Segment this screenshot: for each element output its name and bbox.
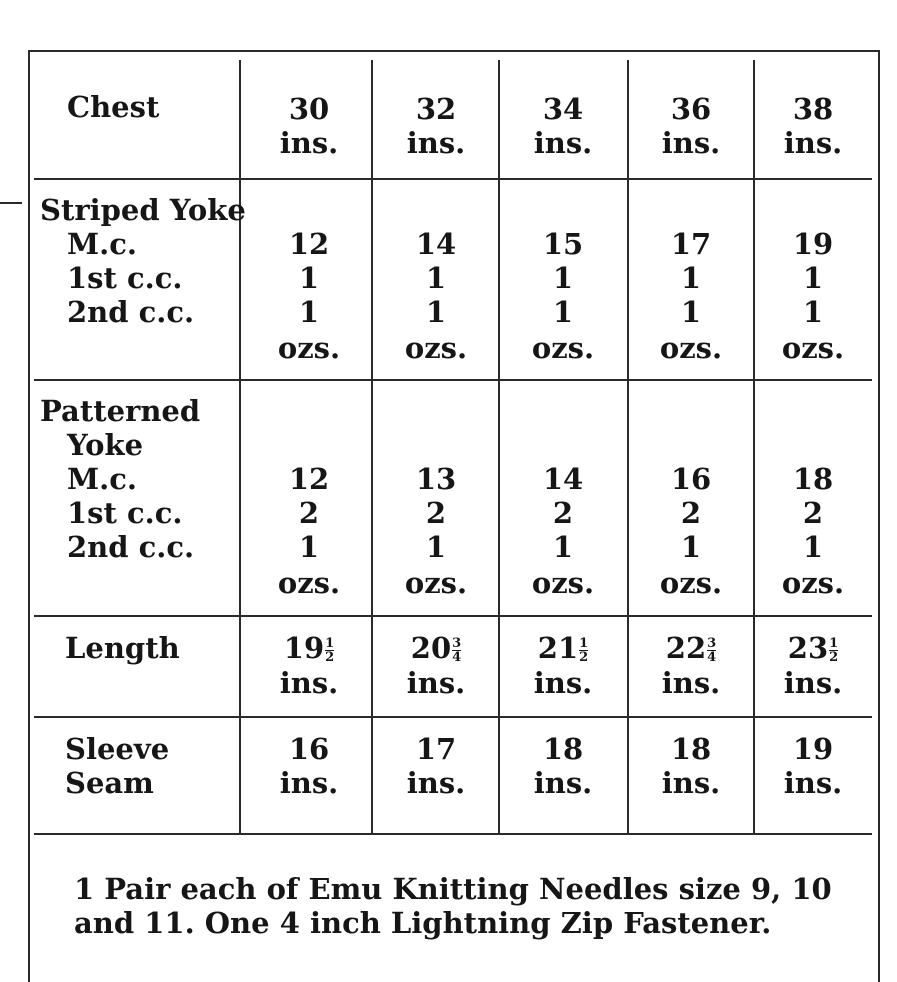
chest-unit: ins. <box>783 126 843 160</box>
sleeve-value: 18 <box>542 732 584 766</box>
patterned-unit: ozs. <box>659 566 723 600</box>
chest-unit: ins. <box>661 126 721 160</box>
materials-note <box>74 872 864 940</box>
patterned-unit: ozs. <box>781 566 845 600</box>
patterned-cc2-value: 1 <box>802 530 824 564</box>
length-value: 21 $\frac{1}{2}$ <box>537 631 589 665</box>
note-line-1: 1 Pair each of Emu Knitting Needles size 9, 10 <box>74 872 832 906</box>
length-fraction: $\frac{1}{2}$ <box>829 635 839 665</box>
striped-cc2-value: 1 <box>298 295 320 329</box>
patterned-cc1-value: 2 <box>680 496 702 530</box>
striped-mc-value: 17 <box>670 227 712 261</box>
row-divider <box>34 379 872 381</box>
row-divider <box>34 178 872 180</box>
length-fraction: $\frac{1}{2}$ <box>325 635 335 665</box>
striped-mc-value: 15 <box>542 227 584 261</box>
sleeve-unit: ins. <box>783 766 843 800</box>
length-unit: ins. <box>783 666 843 700</box>
sleeve-unit: ins. <box>533 766 593 800</box>
sleeve-value: 16 <box>288 732 330 766</box>
patterned-cc2-value: 1 <box>680 530 702 564</box>
striped-unit: ozs. <box>277 331 341 365</box>
patterned-cc2-value: 1 <box>552 530 574 564</box>
length-unit: ins. <box>533 666 593 700</box>
sleeve-label: Sleeve <box>65 732 170 766</box>
striped-cc2-value: 1 <box>680 295 702 329</box>
striped-mc-value: 19 <box>792 227 834 261</box>
striped-cc2-value: 1 <box>552 295 574 329</box>
patterned-cc1-label: 1st c.c. <box>67 496 183 530</box>
length-value: 20 $\frac{3}{4}$ <box>410 631 462 665</box>
chest-unit: ins. <box>279 126 339 160</box>
row-divider <box>34 615 872 617</box>
striped-cc2-value: 1 <box>425 295 447 329</box>
patterned-mc-value: 12 <box>288 462 330 496</box>
chest-value: 38 <box>792 92 834 126</box>
patterned-cc1-value: 2 <box>298 496 320 530</box>
length-value: 19 $\frac{1}{2}$ <box>283 631 335 665</box>
striped-mc-label: M.c. <box>67 227 137 261</box>
striped-unit: ozs. <box>781 331 845 365</box>
sleeve-value: 18 <box>670 732 712 766</box>
striped-cc1-value: 1 <box>298 261 320 295</box>
patterned-cc2-value: 1 <box>298 530 320 564</box>
column-divider <box>627 60 629 835</box>
striped-unit: ozs. <box>659 331 723 365</box>
striped-unit: ozs. <box>404 331 468 365</box>
length-fraction: $\frac{1}{2}$ <box>579 635 589 665</box>
column-divider <box>498 60 500 835</box>
length-fraction: $\frac{3}{4}$ <box>707 635 717 665</box>
chest-value: 30 <box>288 92 330 126</box>
chest-label: Chest <box>67 90 160 124</box>
patterned-mc-value: 13 <box>415 462 457 496</box>
striped-cc1-value: 1 <box>680 261 702 295</box>
row-divider <box>34 716 872 718</box>
length-unit: ins. <box>406 666 466 700</box>
column-divider <box>371 60 373 835</box>
sleeve-value: 19 <box>792 732 834 766</box>
sleeve-unit: ins. <box>406 766 466 800</box>
patterned-cc1-value: 2 <box>802 496 824 530</box>
patterned-mc-value: 18 <box>792 462 834 496</box>
striped-mc-value: 12 <box>288 227 330 261</box>
chest-unit: ins. <box>533 126 593 160</box>
striped-unit: ozs. <box>531 331 595 365</box>
striped-cc1-label: 1st c.c. <box>67 261 183 295</box>
striped-cc2-label: 2nd c.c. <box>67 295 195 329</box>
patterned-unit: ozs. <box>531 566 595 600</box>
length-value: 22 $\frac{3}{4}$ <box>665 631 717 665</box>
seam-label: Seam <box>65 766 154 800</box>
patterned-cc1-value: 2 <box>552 496 574 530</box>
note-line-2: and 11. One 4 inch Lightning Zip Fastener. <box>74 906 772 940</box>
length-label: Length <box>65 631 180 665</box>
striped-cc1-value: 1 <box>425 261 447 295</box>
chest-value: 32 <box>415 92 457 126</box>
striped-cc1-value: 1 <box>802 261 824 295</box>
striped-cc2-value: 1 <box>802 295 824 329</box>
length-value: 23 $\frac{1}{2}$ <box>787 631 839 665</box>
sleeve-value: 17 <box>415 732 457 766</box>
length-unit: ins. <box>279 666 339 700</box>
patterned-cc2-value: 1 <box>425 530 447 564</box>
patterned-yoke-title: Patterned <box>40 394 201 428</box>
patterned-yoke-title-2: Yoke <box>67 428 144 462</box>
striped-mc-value: 14 <box>415 227 457 261</box>
striped-cc1-value: 1 <box>552 261 574 295</box>
margin-tick <box>0 202 22 204</box>
length-fraction: $\frac{3}{4}$ <box>452 635 462 665</box>
patterned-cc2-label: 2nd c.c. <box>67 530 195 564</box>
length-unit: ins. <box>661 666 721 700</box>
patterned-cc1-value: 2 <box>425 496 447 530</box>
sleeve-unit: ins. <box>661 766 721 800</box>
row-divider <box>34 833 872 835</box>
patterned-unit: ozs. <box>404 566 468 600</box>
chest-value: 36 <box>670 92 712 126</box>
patterned-mc-value: 14 <box>542 462 584 496</box>
chest-unit: ins. <box>406 126 466 160</box>
patterned-unit: ozs. <box>277 566 341 600</box>
column-divider <box>239 60 241 835</box>
striped-yoke-title: Striped Yoke <box>40 193 246 227</box>
patterned-mc-label: M.c. <box>67 462 137 496</box>
patterned-mc-value: 16 <box>670 462 712 496</box>
sleeve-unit: ins. <box>279 766 339 800</box>
chest-value: 34 <box>542 92 584 126</box>
column-divider <box>753 60 755 835</box>
